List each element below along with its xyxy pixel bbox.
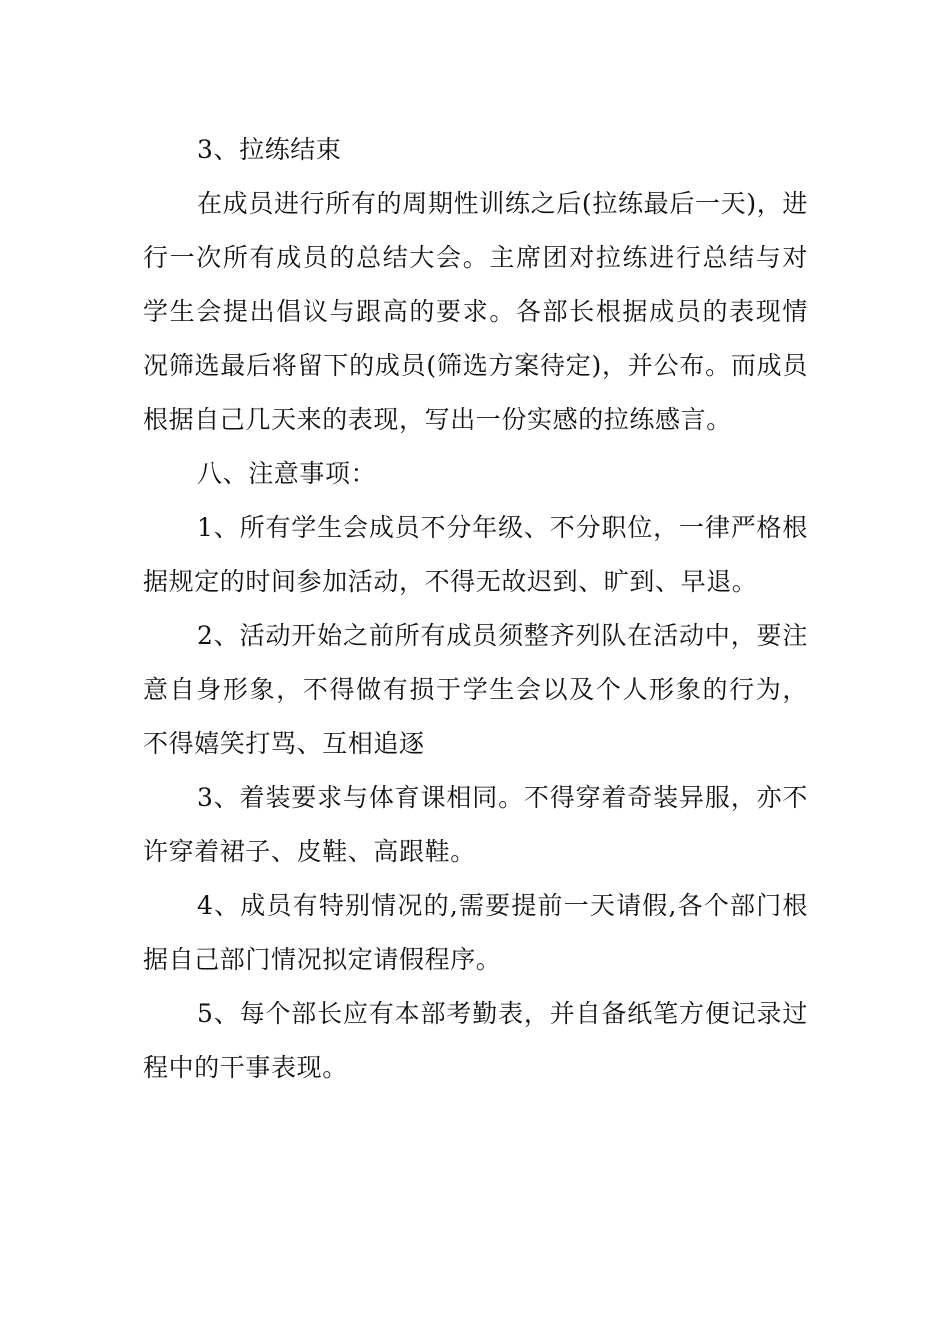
section-heading-drill-end: 3、拉练结束 [197,135,342,164]
section-heading-notes: 八、注意事项： [197,459,377,488]
note-item-4: 4、成员有特别情况的,需要提前一天请假,各个部门根据自己部门情况拟定请假程序。 [143,891,808,974]
note-item-3: 3、着装要求与体育课相同。不得穿着奇装异服，亦不许穿着裙子、皮鞋、高跟鞋。 [143,783,808,866]
note-item-5: 5、每个部长应有本部考勤表，并自备纸笔方便记录过程中的干事表现。 [143,999,808,1082]
note-item-1: 1、所有学生会成员不分年级、不分职位，一律严格根据规定的时间参加活动，不得无故迟到、旷到、早退。 [143,513,808,596]
note-item-2: 2、活动开始之前所有成员须整齐列队在活动中，要注意自身形象，不得做有损于学生会以及个人形象的行为，不得嬉笑打骂、互相追逐 [143,621,808,758]
document-body [143,123,808,1095]
paragraph-drill-summary: 在成员进行所有的周期性训练之后(拉练最后一天)，进行一次所有成员的总结大会。主席团对拉练进行总结与对学生会提出倡议与跟高的要求。各部长根据成员的表现情况筛选最后将留下的成员(筛选方案待定)，并公布。而成员根据自己几天来的表现，写出一份实感的拉练感言。 [143,189,808,434]
